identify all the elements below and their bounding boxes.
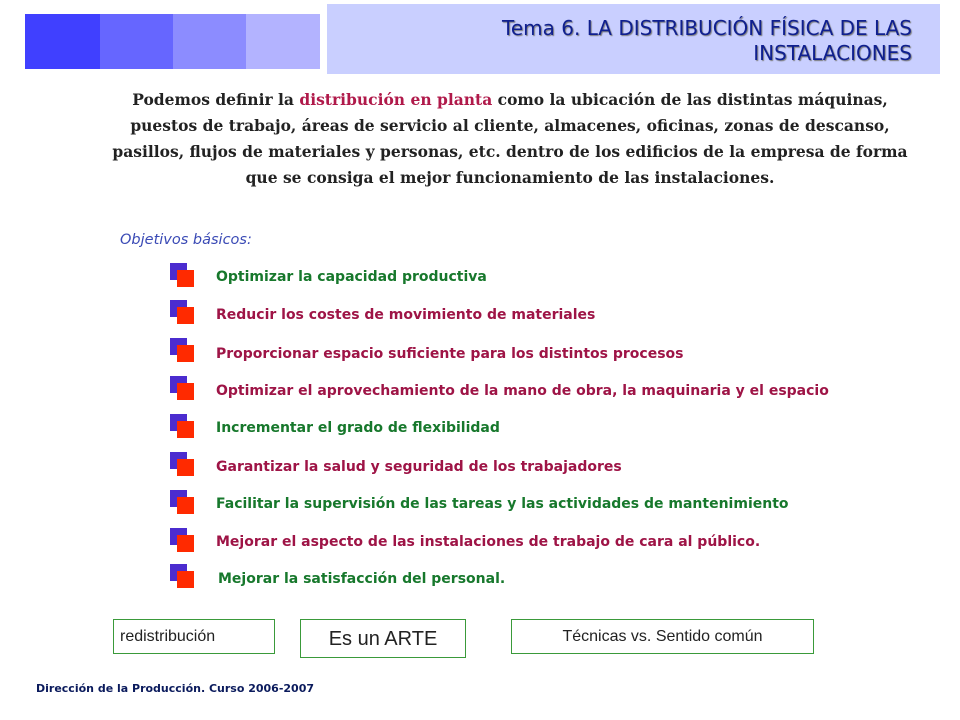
- square-bullet-icon: [170, 528, 196, 552]
- objective-item: Reducir los costes de movimiento de materiales: [216, 307, 596, 323]
- slide-title: [502, 16, 912, 66]
- intro-part-1: Podemos definir la: [132, 90, 300, 109]
- intro-part-2: como la ubicación de las distintas máquinas, puestos de trabajo, áreas de servicio al cliente, almacenes, oficinas, zonas de descanso, pasillos, flujos de materiales y personas, etc. dentro de los edificios de la empresa de forma que se consiga el mejor funcionamiento de las instalaciones.: [112, 90, 908, 187]
- square-bullet-icon: [170, 452, 196, 476]
- objective-item: Garantizar la salud y seguridad de los trabajadores: [216, 459, 622, 475]
- tecnicas-box: Técnicas vs. Sentido común: [511, 619, 814, 654]
- intro-paragraph: [100, 87, 920, 191]
- header-block-4: [246, 14, 320, 69]
- title-bar: [327, 4, 940, 74]
- intro-highlight: distribución en planta: [299, 90, 493, 109]
- es-un-arte-box: Es un ARTE: [300, 619, 466, 658]
- title-line-2: INSTALACIONES: [753, 41, 912, 65]
- objective-item: Proporcionar espacio suficiente para los distintos procesos: [216, 346, 684, 362]
- header-block-1: [25, 14, 100, 69]
- objective-item: Optimizar la capacidad productiva: [216, 269, 487, 285]
- square-bullet-icon: [170, 338, 196, 362]
- objective-item: Mejorar la satisfacción del personal.: [218, 571, 506, 587]
- redistribucion-box: redistribución: [113, 619, 275, 654]
- objective-item: Facilitar la supervisión de las tareas y las actividades de mantenimiento: [216, 496, 789, 512]
- objective-item: Incrementar el grado de flexibilidad: [216, 420, 500, 436]
- square-bullet-icon: [170, 490, 196, 514]
- square-bullet-icon: [170, 263, 196, 287]
- header-block-2: [100, 14, 173, 69]
- title-line-1: Tema 6. LA DISTRIBUCIÓN FÍSICA DE LAS: [502, 16, 912, 40]
- square-bullet-icon: [170, 414, 196, 438]
- square-bullet-icon: [170, 376, 196, 400]
- objective-item: Optimizar el aprovechamiento de la mano de obra, la maquinaria y el espacio: [216, 383, 829, 399]
- objective-item: Mejorar el aspecto de las instalaciones de trabajo de cara al público.: [216, 534, 761, 550]
- header-block-3: [173, 14, 246, 69]
- footer-text: Dirección de la Producción. Curso 2006-2007: [36, 682, 315, 695]
- objectives-label: Objetivos básicos:: [120, 232, 252, 248]
- square-bullet-icon: [170, 300, 196, 324]
- square-bullet-icon: [170, 564, 196, 588]
